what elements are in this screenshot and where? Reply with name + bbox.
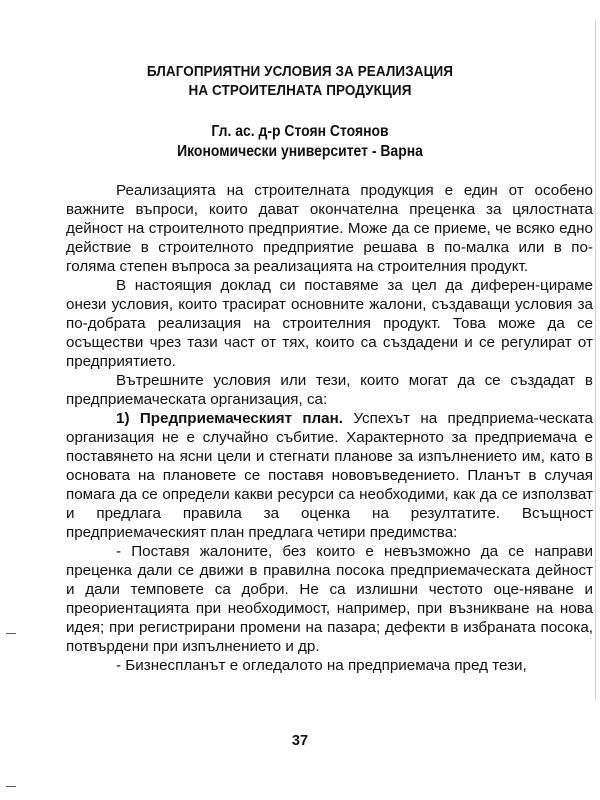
title-line-2: НА СТРОИТЕЛНАТА ПРОДУКЦИЯ	[188, 83, 412, 99]
author-name: Гл. ас. д-р Стоян Стоянов	[211, 123, 389, 140]
margin-mark	[6, 786, 16, 787]
paragraph-6: - Бизнеспланът е огледалото на предприемача пред тези,	[116, 657, 527, 674]
section-label: 1) Предприемаческият план.	[116, 410, 344, 427]
paragraph-2: В настоящия доклад си поставяме за цел да диферен-цираме онези условия, които трасират основните жалони, създаващи условия за по-добрата реализация на строителния продукт. Това може да се осъществи чрез тази част от тях, които са създадени и се регулират от предприятието.	[66, 277, 593, 370]
page-number: 37	[291, 733, 309, 749]
paragraph-3: Вътрешните условия или тези, които могат да се създадат в предприемаческата организация, са:	[66, 372, 593, 408]
paragraph-5: - Поставя жалоните, без които е невъзможно да се направи преценка дали се движи в правилна посока предприемаческата дейност и дали темповете са добри. Не са излишни честото оце-няване и преориентацията при необходимост, например, при възникване на нова идея; при регистрирани промени на пазара; дефекти в избраната посока, потвърдени при изпълнението и др.	[66, 543, 593, 655]
paragraph-1: Реализацията на строителната продукция е един от особено важните въпроси, които дават окончателна преценка за цялостната дейност на строителното предприятие. Може да се приеме, че всяко едно действие в строителното предприятие решава в по-малка или в по-голяма степен въпроса за реализацията на строителния продукт.	[66, 182, 593, 275]
title-line-1: БЛАГОПРИЯТНИ УСЛОВИЯ ЗА РЕАЛИЗАЦИЯ	[146, 64, 454, 80]
body-text	[66, 181, 593, 675]
paragraph-4	[66, 409, 593, 542]
paragraph-4-text: Успехът на предприема-ческата организация не е случайно събитие. Характерното за предприемача е поставянето на ясни цели и стегнати планове за изпълнението им, като в основата на плановете се поставя нововъведението. Планът в случая помага да се определи какви ресурси са необходими, как да се използват и предлага правила за оценка на резултатите. Всъщност предприемаческият план предлага четири предимства:	[66, 410, 593, 541]
scan-edge-line	[595, 20, 596, 700]
margin-mark	[6, 633, 16, 634]
author-affiliation: Икономически университет - Варна	[177, 143, 423, 160]
